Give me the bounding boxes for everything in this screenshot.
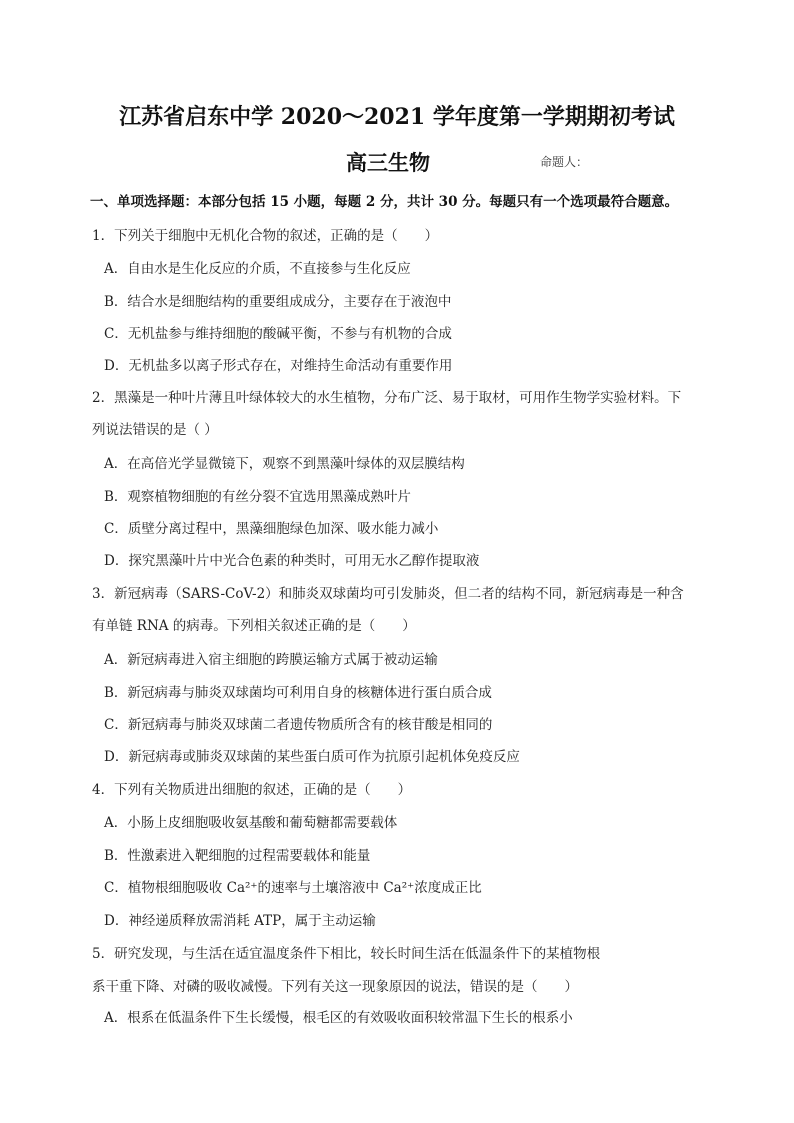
question-2-option-b: B．观察植物细胞的有丝分裂不宜选用黑藻成熟叶片 — [104, 489, 411, 505]
question-1-stem: 1．下列关于细胞中无机化合物的叙述，正确的是（ ） — [92, 228, 439, 244]
question-1-option-c: C．无机盐参与维持细胞的酸碱平衡，不参与有机物的合成 — [104, 326, 452, 342]
subtitle-row — [0, 147, 794, 177]
page-title: 江苏省启东中学 2020～2021 学年度第一学期期初考试 — [119, 104, 675, 130]
question-1-option-d: D．无机盐多以离子形式存在，对维持生命活动有重要作用 — [104, 358, 453, 374]
question-2-option-a: A．在高倍光学显微镜下，观察不到黑藻叶绿体的双层膜结构 — [104, 456, 465, 472]
subject-title: 高三生物 — [346, 150, 430, 175]
author-label: 命题人： — [540, 155, 589, 169]
question-5-option-a: A．根系在低温条件下生长缓慢，根毛区的有效吸收面积较常温下生长的根系小 — [104, 1010, 573, 1026]
question-3-option-c: C．新冠病毒与肺炎双球菌二者遗传物质所含有的核苷酸是相同的 — [104, 717, 493, 733]
question-4-option-c: C．植物根细胞吸收 Ca²⁺的速率与土壤溶液中 Ca²⁺浓度成正比 — [104, 880, 482, 896]
question-3-option-d: D．新冠病毒或肺炎双球菌的某些蛋白质可作为抗原引起机体免疫反应 — [104, 749, 520, 765]
question-4-option-b: B．性激素进入靶细胞的过程需要载体和能量 — [104, 848, 371, 864]
question-2-option-c: C．质壁分离过程中，黑藻细胞绿色加深、吸水能力减小 — [104, 521, 439, 537]
question-3-option-b: B．新冠病毒与肺炎双球菌均可利用自身的核糖体进行蛋白质合成 — [104, 685, 492, 701]
question-3-option-a: A．新冠病毒进入宿主细胞的跨膜运输方式属于被动运输 — [104, 652, 438, 668]
question-5-stem-cont: 系干重下降、对磷的吸收减慢。下列有关这一现象原因的说法，错误的是（ ） — [92, 979, 578, 995]
question-3-stem-cont: 有单链 RNA 的病毒。下列相关叙述正确的是（ ） — [92, 618, 416, 634]
question-4-option-a: A．小肠上皮细胞吸收氨基酸和葡萄糖都需要载体 — [104, 815, 398, 831]
question-4-option-d: D．神经递质释放需消耗 ATP，属于主动运输 — [104, 913, 376, 929]
question-5-stem: 5．研究发现，与生活在适宜温度条件下相比，较长时间生活在低温条件下的某植物根 — [92, 946, 601, 962]
question-3-stem: 3．新冠病毒（SARS-CoV-2）和肺炎双球菌均可引发肺炎，但二者的结构不同，新冠病毒是一种含 — [92, 586, 684, 602]
question-1-option-b: B．结合水是细胞结构的重要组成成分，主要存在于液泡中 — [104, 294, 452, 310]
question-1-option-a: A．自由水是生化反应的介质，不直接参与生化反应 — [104, 261, 411, 277]
question-2-stem: 2．黑藻是一种叶片薄且叶绿体较大的水生植物，分布广泛、易于取材，可用作生物学实验材料。下 — [92, 390, 682, 406]
question-4-stem: 4．下列有关物质进出细胞的叙述，正确的是（ ） — [92, 782, 412, 798]
question-2-stem-cont: 列说法错误的是（ ） — [92, 422, 218, 438]
section-heading: 一、单项选择题：本部分包括 15 小题，每题 2 分，共计 30 分。每题只有一个选项最符合题意。 — [90, 194, 679, 210]
question-2-option-d: D．探究黑藻叶片中光合色素的种类时，可用无水乙醇作提取液 — [104, 553, 480, 569]
